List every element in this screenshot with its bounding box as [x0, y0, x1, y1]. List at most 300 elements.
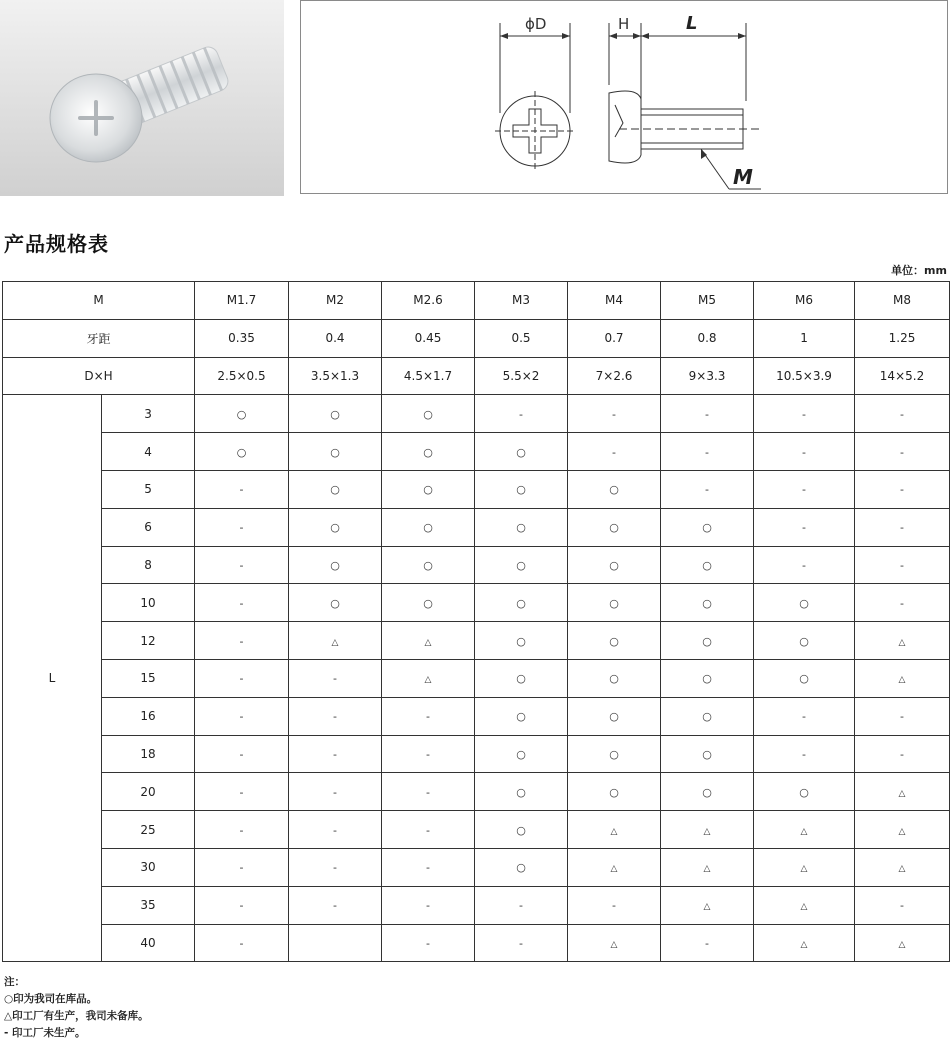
in-stock-mark: ○ — [516, 634, 526, 648]
availability-cell — [855, 546, 950, 584]
availability-cell — [475, 848, 568, 886]
availability-cell — [661, 584, 754, 622]
in-stock-mark: ○ — [516, 823, 526, 837]
dh-cell: 5.5×2 — [475, 357, 568, 395]
availability-cell — [661, 508, 754, 546]
availability-cell — [754, 735, 855, 773]
availability-cell — [661, 886, 754, 924]
dh-cell: 2.5×0.5 — [195, 357, 289, 395]
dh-cell: 3.5×1.3 — [289, 357, 382, 395]
in-stock-mark: ○ — [516, 747, 526, 761]
availability-cell — [855, 924, 950, 962]
availability-cell — [568, 433, 661, 471]
availability-cell — [855, 773, 950, 811]
pitch-cell: 1.25 — [855, 319, 950, 357]
pitch-cell: 1 — [754, 319, 855, 357]
factory-mark: △ — [424, 637, 432, 648]
availability-cell — [754, 886, 855, 924]
not-produced-mark: - — [612, 407, 616, 421]
availability-cell — [195, 848, 289, 886]
in-stock-mark: ○ — [516, 558, 526, 572]
size-cell: M3 — [475, 282, 568, 320]
availability-cell — [475, 697, 568, 735]
label-m: M — [733, 165, 753, 189]
in-stock-mark: ○ — [423, 596, 433, 610]
availability-cell — [289, 584, 382, 622]
availability-cell — [382, 508, 475, 546]
length-value: 15 — [102, 659, 195, 697]
length-value: 3 — [102, 395, 195, 433]
not-produced-mark: - — [900, 483, 904, 497]
not-produced-mark: - — [900, 521, 904, 535]
length-label: L — [3, 395, 102, 962]
length-row — [3, 395, 950, 433]
availability-cell — [754, 924, 855, 962]
in-stock-mark: ○ — [799, 785, 809, 799]
in-stock-mark: ○ — [702, 672, 712, 686]
availability-cell — [475, 433, 568, 471]
in-stock-mark: ○ — [236, 407, 247, 421]
availability-cell — [568, 659, 661, 697]
not-produced-mark: - — [426, 710, 430, 724]
availability-cell — [195, 886, 289, 924]
dh-label: D×H — [3, 357, 195, 395]
availability-cell — [475, 735, 568, 773]
in-stock-mark: ○ — [423, 445, 433, 459]
availability-cell — [568, 773, 661, 811]
size-cell: M6 — [754, 282, 855, 320]
not-produced-mark: - — [333, 899, 337, 913]
availability-cell — [382, 735, 475, 773]
not-produced-mark: - — [239, 558, 244, 572]
factory-mark: △ — [800, 864, 808, 875]
not-produced-mark: - — [900, 445, 904, 459]
dh-cell: 10.5×3.9 — [754, 357, 855, 395]
in-stock-mark: ○ — [609, 483, 619, 497]
dh-cell: 9×3.3 — [661, 357, 754, 395]
length-row — [3, 470, 950, 508]
availability-cell — [661, 924, 754, 962]
not-produced-mark: - — [426, 823, 430, 837]
availability-cell — [754, 470, 855, 508]
availability-cell — [568, 811, 661, 849]
availability-cell — [289, 508, 382, 546]
factory-mark: △ — [703, 826, 711, 837]
length-row — [3, 773, 950, 811]
length-row — [3, 811, 950, 849]
in-stock-mark: ○ — [702, 634, 712, 648]
availability-cell — [754, 622, 855, 660]
product-photo — [0, 0, 284, 196]
factory-mark: △ — [898, 864, 906, 875]
label-l: L — [686, 13, 698, 34]
not-produced-mark: - — [802, 407, 806, 421]
availability-cell — [661, 659, 754, 697]
availability-cell — [661, 470, 754, 508]
not-produced-mark: - — [239, 521, 244, 535]
in-stock-mark: ○ — [516, 710, 526, 724]
availability-cell — [754, 773, 855, 811]
not-produced-mark: - — [802, 521, 806, 535]
not-produced-mark: - — [239, 747, 244, 761]
length-row — [3, 924, 950, 962]
availability-cell — [568, 508, 661, 546]
length-value: 6 — [102, 508, 195, 546]
availability-cell — [382, 395, 475, 433]
availability-cell — [475, 773, 568, 811]
length-value: 4 — [102, 433, 195, 471]
availability-cell — [289, 848, 382, 886]
availability-cell — [382, 886, 475, 924]
length-value: 30 — [102, 848, 195, 886]
availability-cell — [661, 546, 754, 584]
availability-cell — [382, 584, 475, 622]
pitch-cell: 0.8 — [661, 319, 754, 357]
not-produced-mark: - — [239, 672, 244, 686]
not-produced-mark: - — [333, 710, 337, 724]
availability-cell — [855, 659, 950, 697]
availability-cell — [289, 773, 382, 811]
size-cell: M2 — [289, 282, 382, 320]
availability-cell — [195, 773, 289, 811]
in-stock-mark: ○ — [702, 710, 712, 724]
availability-cell — [195, 546, 289, 584]
availability-cell — [855, 470, 950, 508]
in-stock-mark: ○ — [330, 596, 340, 610]
spec-table — [2, 281, 950, 962]
factory-mark: △ — [898, 826, 906, 837]
not-produced-mark: - — [426, 861, 430, 875]
length-value: 16 — [102, 697, 195, 735]
availability-cell — [661, 395, 754, 433]
availability-cell — [475, 924, 568, 962]
length-row — [3, 735, 950, 773]
availability-cell — [382, 773, 475, 811]
availability-cell — [289, 735, 382, 773]
in-stock-mark: ○ — [799, 634, 809, 648]
availability-cell — [195, 697, 289, 735]
in-stock-mark: ○ — [609, 521, 619, 535]
size-cell: M8 — [855, 282, 950, 320]
factory-mark: △ — [800, 826, 808, 837]
not-produced-mark: - — [426, 747, 430, 761]
availability-cell — [661, 773, 754, 811]
in-stock-mark: ○ — [609, 596, 619, 610]
length-value: 20 — [102, 773, 195, 811]
note-line: - 印工厂未生产。 — [4, 1027, 86, 1039]
availability-cell — [195, 470, 289, 508]
not-produced-mark: - — [519, 899, 523, 913]
not-produced-mark: - — [239, 823, 244, 837]
row-size — [3, 282, 950, 320]
in-stock-mark: ○ — [702, 747, 712, 761]
notes-title: 注： — [4, 976, 25, 988]
screw-photo-graphic — [0, 0, 284, 196]
not-produced-mark: - — [802, 747, 806, 761]
in-stock-mark: ○ — [799, 596, 809, 610]
not-produced-mark: - — [426, 785, 430, 799]
pitch-cell: 0.45 — [382, 319, 475, 357]
availability-cell — [568, 470, 661, 508]
in-stock-mark: ○ — [516, 861, 526, 875]
availability-cell — [568, 395, 661, 433]
factory-mark: △ — [424, 675, 432, 686]
not-produced-mark: - — [900, 747, 904, 761]
factory-mark: △ — [800, 902, 808, 913]
availability-cell — [382, 622, 475, 660]
unit-label: 单位：mm — [891, 264, 947, 277]
not-produced-mark: - — [802, 710, 806, 724]
pitch-cell: 0.35 — [195, 319, 289, 357]
availability-cell — [382, 659, 475, 697]
factory-mark: △ — [610, 864, 618, 875]
availability-cell — [195, 659, 289, 697]
length-value: 40 — [102, 924, 195, 962]
availability-cell — [855, 433, 950, 471]
not-produced-mark: - — [426, 936, 430, 950]
availability-cell — [568, 848, 661, 886]
not-produced-mark: - — [239, 785, 244, 799]
factory-mark: △ — [898, 939, 906, 950]
availability-cell — [855, 508, 950, 546]
availability-cell — [195, 433, 289, 471]
availability-cell — [855, 395, 950, 433]
not-produced-mark: - — [239, 634, 244, 648]
availability-cell — [382, 848, 475, 886]
in-stock-mark: ○ — [609, 672, 619, 686]
not-produced-mark: - — [900, 899, 904, 913]
availability-cell — [289, 546, 382, 584]
in-stock-mark: ○ — [423, 407, 433, 421]
in-stock-mark: ○ — [609, 558, 619, 572]
size-cell: M5 — [661, 282, 754, 320]
factory-mark: △ — [898, 788, 906, 799]
availability-cell — [754, 508, 855, 546]
pitch-cell: 0.5 — [475, 319, 568, 357]
in-stock-mark: ○ — [423, 483, 433, 497]
pitch-cell: 0.7 — [568, 319, 661, 357]
not-produced-mark: - — [900, 407, 904, 421]
in-stock-mark: ○ — [799, 672, 809, 686]
length-row — [3, 584, 950, 622]
length-row — [3, 659, 950, 697]
not-produced-mark: - — [519, 936, 523, 950]
availability-cell — [855, 697, 950, 735]
not-produced-mark: - — [333, 861, 337, 875]
not-produced-mark: - — [705, 936, 709, 950]
size-cell: M2.6 — [382, 282, 475, 320]
pitch-label: 牙距 — [3, 319, 195, 357]
row-dh — [3, 357, 950, 395]
in-stock-mark: ○ — [702, 521, 712, 535]
not-produced-mark: - — [239, 596, 244, 610]
availability-cell — [568, 697, 661, 735]
availability-cell — [289, 395, 382, 433]
availability-cell — [855, 811, 950, 849]
in-stock-mark: ○ — [609, 710, 619, 724]
availability-cell — [382, 924, 475, 962]
factory-mark: △ — [898, 675, 906, 686]
in-stock-mark: ○ — [330, 521, 340, 535]
in-stock-mark: ○ — [516, 596, 526, 610]
availability-cell — [475, 546, 568, 584]
availability-cell — [568, 546, 661, 584]
availability-cell — [855, 886, 950, 924]
availability-cell — [855, 735, 950, 773]
length-row — [3, 622, 950, 660]
availability-cell — [754, 697, 855, 735]
not-produced-mark: - — [900, 558, 904, 572]
length-value: 12 — [102, 622, 195, 660]
availability-cell — [475, 508, 568, 546]
availability-cell — [289, 622, 382, 660]
label-d: ϕD — [525, 15, 547, 33]
availability-cell — [382, 546, 475, 584]
availability-cell — [661, 697, 754, 735]
availability-cell — [475, 659, 568, 697]
not-produced-mark: - — [239, 936, 244, 950]
factory-mark: △ — [800, 939, 808, 950]
not-produced-mark: - — [426, 899, 430, 913]
section-title: 产品规格表 — [4, 232, 109, 256]
note-line: △印工厂有生产，我司未备库。 — [4, 1010, 149, 1022]
availability-cell — [195, 508, 289, 546]
notes — [4, 974, 149, 1042]
not-produced-mark: - — [900, 596, 904, 610]
not-produced-mark: - — [802, 558, 806, 572]
length-row — [3, 546, 950, 584]
availability-cell — [195, 395, 289, 433]
availability-cell — [289, 886, 382, 924]
in-stock-mark: ○ — [330, 407, 340, 421]
screw-drawing — [301, 1, 947, 193]
dh-cell: 4.5×1.7 — [382, 357, 475, 395]
in-stock-mark: ○ — [330, 445, 340, 459]
availability-cell — [754, 395, 855, 433]
in-stock-mark: ○ — [516, 672, 526, 686]
factory-mark: △ — [610, 826, 618, 837]
availability-cell — [382, 697, 475, 735]
label-h: H — [618, 15, 630, 33]
availability-cell — [382, 470, 475, 508]
not-produced-mark: - — [333, 823, 337, 837]
availability-cell — [289, 811, 382, 849]
availability-cell — [754, 811, 855, 849]
in-stock-mark: ○ — [423, 521, 433, 535]
in-stock-mark: ○ — [423, 558, 433, 572]
not-produced-mark: - — [705, 445, 709, 459]
length-value: 25 — [102, 811, 195, 849]
length-row — [3, 886, 950, 924]
not-produced-mark: - — [239, 899, 244, 913]
availability-cell — [754, 546, 855, 584]
availability-cell — [855, 848, 950, 886]
not-produced-mark: - — [519, 407, 523, 421]
in-stock-mark: ○ — [516, 521, 526, 535]
in-stock-mark: ○ — [516, 785, 526, 799]
in-stock-mark: ○ — [236, 445, 247, 459]
length-row — [3, 697, 950, 735]
availability-cell — [855, 622, 950, 660]
not-produced-mark: - — [802, 445, 806, 459]
in-stock-mark: ○ — [330, 558, 340, 572]
availability-cell — [289, 433, 382, 471]
factory-mark: △ — [331, 637, 339, 648]
not-produced-mark: - — [612, 445, 616, 459]
availability-cell — [195, 622, 289, 660]
availability-cell — [475, 470, 568, 508]
availability-cell — [661, 848, 754, 886]
availability-cell — [475, 811, 568, 849]
availability-cell — [475, 395, 568, 433]
length-value: 35 — [102, 886, 195, 924]
availability-cell — [661, 622, 754, 660]
availability-cell — [382, 433, 475, 471]
factory-mark: △ — [610, 939, 618, 950]
length-value: 8 — [102, 546, 195, 584]
header-m-label: M — [3, 282, 195, 320]
not-produced-mark: - — [333, 672, 337, 686]
availability-cell — [289, 659, 382, 697]
not-produced-mark: - — [333, 747, 337, 761]
availability-cell — [754, 848, 855, 886]
length-row — [3, 433, 950, 471]
length-row — [3, 508, 950, 546]
in-stock-mark: ○ — [609, 747, 619, 761]
in-stock-mark: ○ — [702, 785, 712, 799]
length-value: 10 — [102, 584, 195, 622]
availability-cell — [661, 811, 754, 849]
not-produced-mark: - — [900, 710, 904, 724]
in-stock-mark: ○ — [516, 445, 526, 459]
length-row — [3, 848, 950, 886]
availability-cell — [661, 433, 754, 471]
length-value: 18 — [102, 735, 195, 773]
in-stock-mark: ○ — [702, 596, 712, 610]
availability-cell — [475, 622, 568, 660]
in-stock-mark: ○ — [330, 483, 340, 497]
dh-cell: 14×5.2 — [855, 357, 950, 395]
availability-cell — [661, 735, 754, 773]
availability-cell — [195, 584, 289, 622]
availability-cell — [475, 584, 568, 622]
availability-cell — [195, 924, 289, 962]
not-produced-mark: - — [239, 710, 244, 724]
not-produced-mark: - — [705, 407, 709, 421]
not-produced-mark: - — [239, 483, 244, 497]
in-stock-mark: ○ — [702, 558, 712, 572]
size-cell: M4 — [568, 282, 661, 320]
availability-cell — [568, 924, 661, 962]
in-stock-mark: ○ — [609, 634, 619, 648]
length-value: 5 — [102, 470, 195, 508]
in-stock-mark: ○ — [516, 483, 526, 497]
note-line: ○印为我司在库品。 — [4, 993, 98, 1005]
availability-cell — [289, 924, 382, 962]
size-cell: M1.7 — [195, 282, 289, 320]
availability-cell — [382, 811, 475, 849]
not-produced-mark: - — [612, 899, 616, 913]
spec-table-body — [3, 282, 950, 962]
availability-cell — [754, 433, 855, 471]
not-produced-mark: - — [239, 861, 244, 875]
in-stock-mark: ○ — [609, 785, 619, 799]
availability-cell — [568, 886, 661, 924]
pitch-cell: 0.4 — [289, 319, 382, 357]
factory-mark: △ — [703, 902, 711, 913]
availability-cell — [855, 584, 950, 622]
availability-cell — [568, 584, 661, 622]
